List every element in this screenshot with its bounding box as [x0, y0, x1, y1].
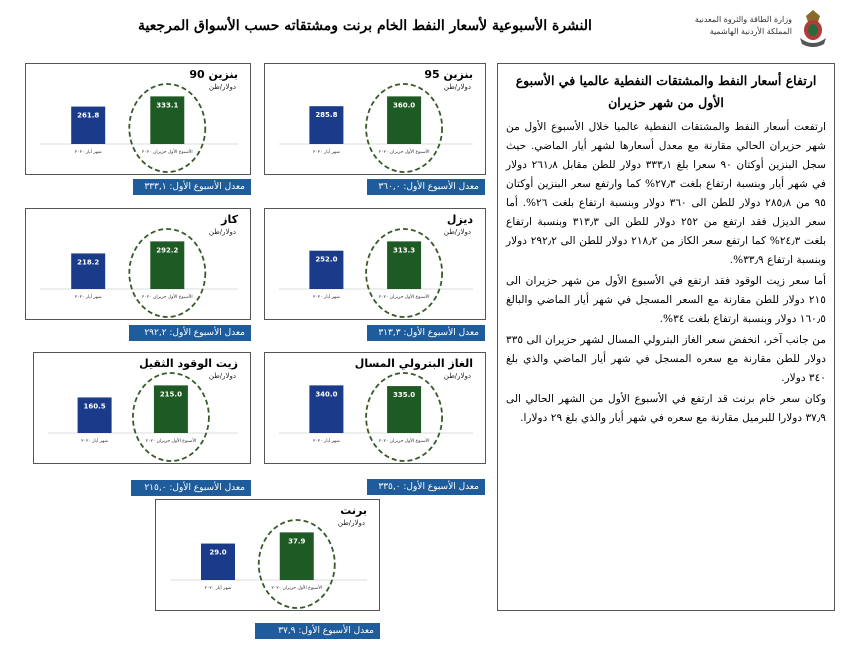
- category-label: شهر أيار ٢٠٢٠: [312, 439, 340, 444]
- weekly-average-label: معدل الأسبوع الأول: ٢١٥,٠: [131, 480, 251, 496]
- weekly-average-label: معدل الأسبوع الأول: ٣٦٠,٠: [367, 179, 485, 195]
- category-label: الأسبوع الأول حزيران ٢٠٢٠: [271, 586, 323, 591]
- bar-value-label: 160.5: [83, 402, 106, 411]
- category-label: الأسبوع الأول حزيران ٢٠٢٠: [378, 439, 430, 444]
- bar-chart: [26, 209, 252, 321]
- category-label: شهر أيار ٢٠٢٠: [204, 586, 232, 591]
- category-label: الأسبوع الأول حزيران ٢٠٢٠: [141, 295, 193, 300]
- chart-unit-label: دولار/طن: [208, 228, 236, 236]
- category-label: شهر أيار ٢٠٢٠: [81, 439, 109, 444]
- logo-line-2: المملكة الأردنية الهاشمية: [709, 27, 792, 36]
- chart-title: برنت: [340, 504, 367, 517]
- article-paragraph: ارتفعت أسعار النفط والمشتقات النفطية عالميا خلال الأسبوع الأول من شهر حزيران الحالي مقارنة مع معدل أسعارها لشهر أيار الماضي. حيث سجل البنزين أوكتان ٩٠ سعرا بلغ ٣٣٣٫١ دولار للطن مقابل ٢٦١٫٨ دولار في شهر أيار وبنسبة ارتفاع بلغت ٢٧٫٣% كما وارتفع سعر البنزين أوكتان ٩٥ من ٢٨٥٫٨ دولار للطن الى ٣٦٠ دولار وبنسبة ارتفاع بلغت ٢٦%. أما سعر الديزل فقد ارتفع من ٢٥٢ دولار للطن الى ٣١٣٫٣ وبنسبة ارتفاع بلغت ٢٤٫٣% كما ارتفع سعر الكاز من ٢١٨٫٢ دولار للطن الى ٢٩٢٫٢ دولار وبنسبة ارتفاع ٣٣٫٩%.: [506, 121, 827, 266]
- category-label: شهر أيار ٢٠٢٠: [74, 295, 102, 300]
- bar-value-label: 335.0: [393, 391, 416, 400]
- chart-panel: [25, 63, 251, 175]
- bar-value-label: 340.0: [315, 390, 338, 399]
- category-label: شهر أيار ٢٠٢٠: [312, 295, 340, 300]
- chart-panel: [25, 208, 251, 320]
- article-paragraph: من جانب آخر، انخفض سعر الغاز البترولي المسال لشهر حزيران الى ٣٣٥ دولار للطن مقارنة مع سعره المسجل في شهر أيار الماضي والذي بلغ ٣٤٠ دولار.: [506, 334, 826, 384]
- logo-line-1: وزارة الطاقة والثروة المعدنية: [694, 15, 792, 24]
- category-label: شهر أيار ٢٠٢٠: [74, 150, 102, 155]
- chart-title: زيت الوقود الثقيل: [139, 357, 238, 370]
- bar-value-label: 29.0: [209, 548, 227, 557]
- bar-chart: [265, 64, 487, 176]
- page-title: النشرة الأسبوعية لأسعار النفط الخام برنت ومشتقاته حسب الأسواق المرجعية: [138, 18, 592, 34]
- article-title: ارتفاع أسعار النفط والمشتقات النفطية عالميا في الأسبوع الأول من شهر حزيران: [515, 73, 817, 110]
- bar-value-label: 37.9: [288, 537, 306, 546]
- chart-panel: [264, 208, 486, 320]
- bar-value-label: 218.2: [77, 258, 100, 267]
- category-label: الأسبوع الأول حزيران ٢٠٢٠: [378, 150, 430, 155]
- bar-value-label: 360.0: [393, 101, 416, 110]
- chart-title: بنزين 95: [424, 68, 473, 81]
- bar-chart: [265, 353, 487, 465]
- bar-chart: [34, 353, 252, 465]
- weekly-average-label: معدل الأسبوع الأول: ٣١٣,٣: [367, 325, 485, 341]
- coat-of-arms-icon: [796, 8, 830, 48]
- bar-value-label: 252.0: [315, 255, 338, 264]
- bar-chart: [26, 64, 252, 176]
- category-label: الأسبوع الأول حزيران ٢٠٢٠: [145, 439, 197, 444]
- bar-value-label: 292.2: [156, 246, 179, 255]
- bar-value-label: 333.1: [156, 101, 179, 110]
- chart-unit-label: دولار/طن: [208, 372, 236, 380]
- chart-unit-label: دولار/طن: [443, 228, 471, 236]
- chart-title: كاز: [221, 213, 238, 226]
- weekly-average-label: معدل الأسبوع الأول: ٢٩٢,٢: [129, 325, 251, 341]
- chart-title: الغاز البترولي المسال: [354, 357, 473, 370]
- bar-value-label: 285.8: [315, 111, 338, 120]
- chart-panel: [264, 352, 486, 464]
- weekly-average-label: معدل الأسبوع الأول: ٣٣٣,١: [133, 179, 251, 195]
- chart-unit-label: دولار/طن: [337, 519, 365, 527]
- bar-chart: [265, 209, 487, 321]
- bar-chart: [156, 500, 381, 612]
- chart-unit-label: دولار/طن: [443, 372, 471, 380]
- category-label: الأسبوع الأول حزيران ٢٠٢٠: [378, 295, 430, 300]
- news-article: [497, 63, 835, 611]
- bar-value-label: 313.3: [393, 246, 416, 255]
- chart-unit-label: دولار/طن: [208, 83, 236, 91]
- weekly-average-label: معدل الأسبوع الأول: ٣٧,٩: [255, 623, 380, 639]
- chart-unit-label: دولار/طن: [443, 83, 471, 91]
- chart-panel: [33, 352, 251, 464]
- bar-value-label: 261.8: [77, 111, 100, 120]
- article-paragraph: أما سعر زيت الوقود فقد ارتفع في الأسبوع الأول من شهر حزيران الى ٢١٥ دولار للطن مقارنة مع السعر المسجل في شهر أيار الماضي والبالغ ١٦٠٫٥ دولار وبنسبة ارتفاع بلغت ٣٤%.: [506, 275, 826, 325]
- weekly-average-label: معدل الأسبوع الأول: ٣٣٥,٠: [367, 479, 485, 495]
- chart-title: ديزل: [446, 213, 473, 226]
- category-label: الأسبوع الأول حزيران ٢٠٢٠: [141, 150, 193, 155]
- category-label: شهر أيار ٢٠٢٠: [312, 150, 340, 155]
- chart-panel: [155, 499, 380, 611]
- chart-title: بنزين 90: [189, 68, 238, 81]
- bar-value-label: 215.0: [159, 390, 182, 399]
- chart-panel: [264, 63, 486, 175]
- article-paragraph: وكان سعر خام برنت قد ارتفع في الأسبوع الأول من الشهر الحالي الى ٣٧٫٩ دولارا للبرميل مقارنة مع سعره في شهر أيار والذي بلغ ٢٩ دولارا.: [506, 393, 826, 424]
- ministry-logo: [680, 8, 830, 54]
